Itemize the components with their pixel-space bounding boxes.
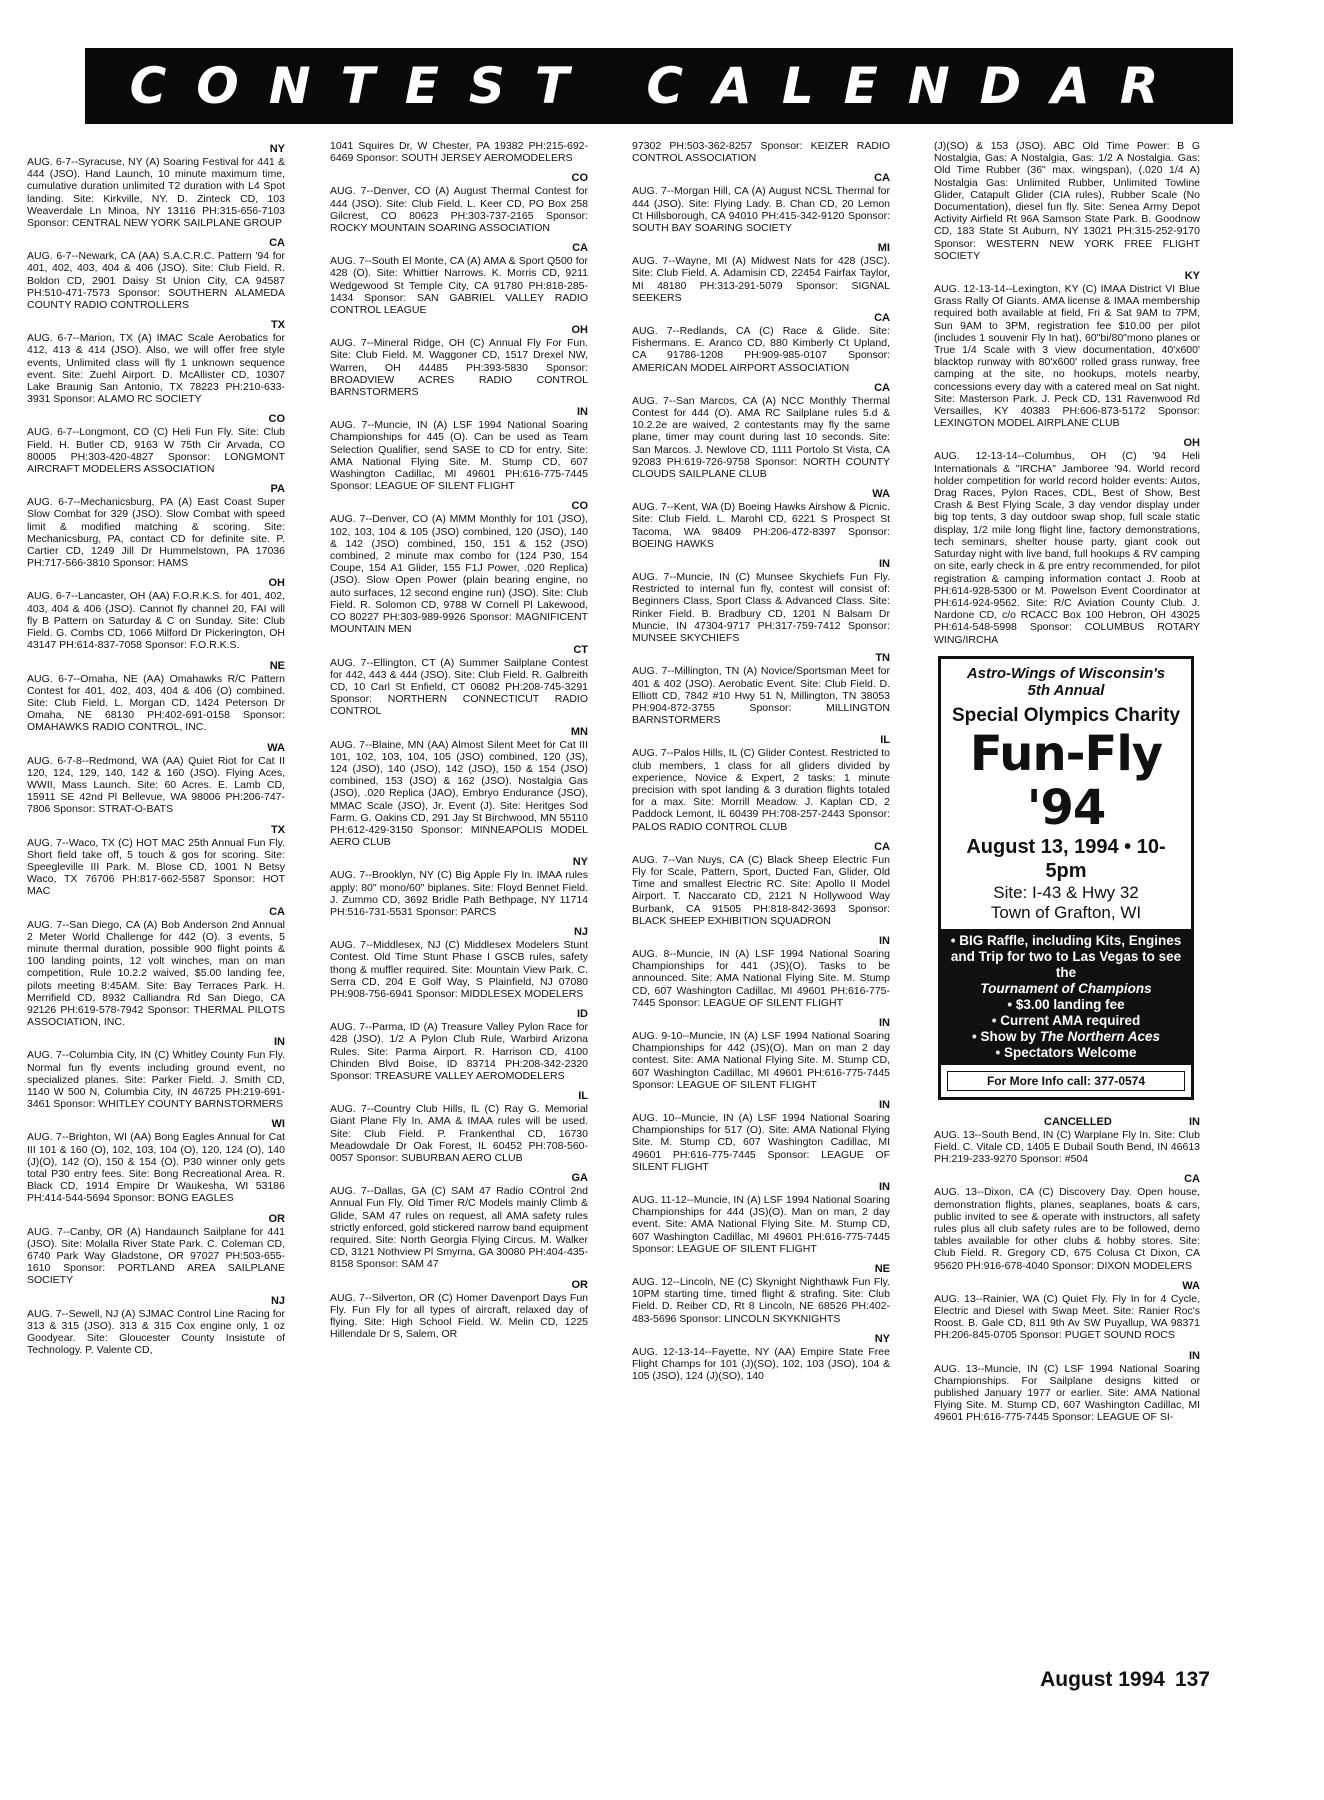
contest-entry: AUG. 6-7--Newark, CA (AA) S.A.C.R.C. Pattern '94 for 401, 402, 403, 404 & 406 (JSO). Site: Club Field. R. Boldon CD, 2901 Daisy St Union City, CA 94587 PH:510-471-7573 Sponsor: SOUTHERN ALAMEDA COUNTY RADIO CONTROLLERS bbox=[27, 250, 285, 312]
ad-spectators: • Spectators Welcome bbox=[995, 1044, 1137, 1060]
state-heading: NE bbox=[269, 659, 285, 672]
contest-entry: AUG. 7--Country Club Hills, IL (C) Ray G. Memorial Giant Plane Fly In. AMA & IMAA rules will be used. Site: Club Field. P. Frankenthal CD, 16730 Meadowdale Dr Oak Forest, IL 60452 PH:708-560-0057 Sponsor: SUBURBAN AERO CLUB bbox=[330, 1103, 588, 1164]
contest-entry: AUG. 7--Parma, ID (A) Treasure Valley Pylon Race for 428 (JSO). 1/2 A Pylon Club Rule, Warbird Arizona Rules. Site: Parma Airport. R. Harrison CD, 4100 Chinden Blvd Boise, ID 83714 PH:208-342-2320 Sponsor: TREASURE VALLEY AEROMODELERS bbox=[330, 1021, 588, 1082]
state-heading: CT bbox=[573, 643, 588, 656]
ad-show bbox=[947, 1029, 1185, 1045]
ad-annual-line: 5th Annual bbox=[1027, 681, 1105, 699]
contest-entry: AUG. 7--Brooklyn, NY (C) Big Apple Fly In. IMAA rules apply: 80" mono/60" biplanes. Site: Floyd Bennet Field. J. Zummo CD, 3692 Bridle Path Bethpage, NY 11714 PH:516-731-5531 Sponsor: PARCS bbox=[330, 869, 588, 918]
state-heading: NJ bbox=[270, 1294, 285, 1307]
state-heading bbox=[934, 1116, 1200, 1129]
page-footer bbox=[1040, 1668, 1210, 1692]
ad-tournament: Tournament of Champions bbox=[980, 980, 1152, 996]
state-heading: OH bbox=[571, 324, 588, 337]
state-code: IN bbox=[1189, 1115, 1200, 1128]
state-heading: CA bbox=[269, 905, 285, 918]
contest-entry: AUG. 6-7--Mechanicsburg, PA (A) East Coast Super Slow Combat for 329 (JSO). Slow Combat with speed limit & modified matching & scoring. Site: Mechanicsburg, PA, contact CD for definite site. P. Cartier CD, 1249 Jill Dr Hummelstown, PA 17036 PH:717-566-3810 Sponsor: HAMS bbox=[27, 496, 285, 570]
page-number: 137 bbox=[1174, 1668, 1210, 1691]
issue-date: August 1994 bbox=[1040, 1668, 1165, 1691]
contest-entry: AUG. 13--Rainier, WA (C) Quiet Fly. Fly In for 4 Cycle, Electric and Diesel with Swap Meet. Site: Ranier Roc's Roost. B. Gale CD, 811 9th Av SW Puyallup, WA 98371 PH:206-845-0705 Sponsor: PUGET SOUND ROCS bbox=[934, 1292, 1200, 1342]
contest-entry: AUG. 6-7--Marion, TX (A) IMAC Scale Aerobatics for 412, 413 & 414 (JSO). Also, we will offer free style events, Unlimited class will fly 1 unknown sequence event. Site: Zuehl Airport. D. McAllister CD, 10307 Lake Braunig San Antonio, TX 78223 PH:210-633-3931 Sponsor: ALAMO RC SOCIETY bbox=[27, 332, 285, 406]
contest-entry: AUG. 7--Middlesex, NJ (C) Middlesex Modelers Stunt Contest. Old Time Stunt Phase I GSCB rules, safety thong & muffler required. Site: Mountain View Park. C. Serra CD, 204 E Golf Way, S Plainfield, NJ 07080 PH:908-756-6941 Sponsor: MIDDLESEX MODELERS bbox=[330, 939, 588, 1000]
column-4 bbox=[934, 140, 1200, 1750]
state-heading: ID bbox=[577, 1008, 588, 1021]
state-heading: CA bbox=[874, 840, 890, 853]
page-title: CONTEST CALENDAR bbox=[129, 57, 1189, 115]
contest-entry: 97302 PH:503-362-8257 Sponsor: KEIZER RADIO CONTROL ASSOCIATION bbox=[632, 140, 890, 165]
ad-landing-fee: • $3.00 landing fee bbox=[1007, 996, 1125, 1012]
state-heading: IN bbox=[879, 934, 890, 947]
contest-entry: AUG. 12--Lincoln, NE (C) Skynight Nighthawk Fun Fly. 10PM starting time, timed flight & strafing. Site: Club Field. D. Reiber CD, Rt 8 Lincoln, NE 68526 PH:402-483-5696 Sponsor: LINCOLN SKYKNIGHTS bbox=[632, 1276, 890, 1325]
contest-entry: AUG. 7--Wayne, MI (A) Midwest Nats for 428 (JSC). Site: Club Field. A. Adamisin CD, 22454 Fairfax Taylor, MI 48180 PH:313-291-5079 Sponsor: SIGNAL SEEKERS bbox=[632, 255, 890, 304]
state-heading: IN bbox=[274, 1036, 285, 1049]
state-heading: NY bbox=[874, 1332, 890, 1345]
contest-entry: AUG. 7--Ellington, CT (A) Summer Sailplane Contest for 442, 443 & 444 (JSO). Site: Club Field. R. Galbreith CD, 10 Carl St Enfield, CT 06082 PH:208-745-3291 Sponsor: NORTHERN CONNECTICUT RADIO CONTROL bbox=[330, 656, 588, 718]
contest-entry: AUG. 7--Morgan Hill, CA (A) August NCSL Thermal for 444 (JSO). Site: Flying Lady. B. Chan CD, 20 Lemon Ct Hillsborough, CA 94010 PH:415-342-9120 Sponsor: SOUTH BAY SOARING SOCIETY bbox=[632, 185, 890, 235]
state-heading: CA bbox=[572, 242, 588, 255]
state-heading: NJ bbox=[573, 926, 588, 939]
fun-fly-advertisement bbox=[938, 656, 1194, 1100]
contest-entry: 1041 Squires Dr, W Chester, PA 19382 PH:215-692-6469 Sponsor: SOUTH JERSEY AEROMODELERS bbox=[330, 140, 588, 165]
contest-entry: AUG. 12-13-14--Columbus, OH (C) '94 Heli Internationals & "IRCHA" Jamboree '94. World record holder competition for world record holder events: Autos, Drag Races, Pylon Races, CDL, Best of Show, Best Crash & Best Flying Scale, 3 day vendor display under big top tents, 3 day outdoor swap shop, full scale static display, 1/2 mile long flight line, factory demonstrations, tech seminars, shelter house party, giant cook out Saturday night with live band, full hookups & RV camping on site, early check in & pre entry recommended, for pilot registration & camping information contact J. Roob at PH:614-928-5300 or M. Powelson Event Coordinator at PH:614-924-9562. Site: R/C Aviation County Club. J. Nardone CD, c/o RCACC Box 100 Hebron, OH 43025 PH:614-548-5998 Sponsor: COLUMBUS ROTARY WING/IRCHA bbox=[934, 450, 1200, 646]
contest-entry: AUG. 13--Dixon, CA (C) Discovery Day. Open house, demonstration flights, planes, seaplanes, boats & cars, public invited to see & operate with instructors, all safety rules plus all club safety rules are to be followed, demo tables available for other clubs & hobby stores. Site: Club Field. R. Gregory CD, 675 Colusa Ct Dixon, CA 95620 PH:916-678-4040 Sponsor: DIXON MODELERS bbox=[934, 1186, 1200, 1272]
state-heading: MI bbox=[877, 242, 890, 255]
state-heading: WA bbox=[267, 741, 285, 754]
contest-entry: AUG. 6-7--Syracuse, NY (A) Soaring Festival for 441 & 444 (JSO). Hand Launch, 10 minute maximum time, cumulative duration unlimited T2 duration with L4 Spot landing. Site: Kirkville, NY. D. Zinteck CD, 103 Weaverdale Ln Minoa, NY 13116 PH:315-656-7103 Sponsor: CENTRAL NEW YORK SAILPLANE GROUP bbox=[27, 156, 285, 230]
state-heading: PA bbox=[270, 483, 285, 496]
state-heading: OH bbox=[268, 577, 285, 590]
state-heading: IN bbox=[1189, 1349, 1200, 1362]
state-heading: IN bbox=[879, 1098, 890, 1111]
ad-info-line: For More Info call: 377-0574 bbox=[947, 1071, 1185, 1091]
state-heading: KY bbox=[1184, 270, 1200, 283]
contest-entry: AUG. 9-10--Muncie, IN (A) LSF 1994 National Soaring Championships for 442 (JS)(O). Man on man 2 day contest. Site: AMA National Flying Site. M. Stump CD, 607 Washington Cadillac, MI 49601 PH:616-775-7445 Sponsor: LEAGUE OF SILENT FLIGHT bbox=[632, 1029, 890, 1091]
ad-site-line-1: Site: I-43 & Hwy 32 bbox=[993, 882, 1139, 902]
state-heading: CO bbox=[571, 172, 588, 185]
ad-event-name: Special Olympics Charity bbox=[951, 704, 1181, 726]
state-heading: WI bbox=[271, 1118, 285, 1131]
contest-entry: AUG. 7--Denver, CO (A) August Thermal Contest for 444 (JSO). Site: Club Field. L. Keer CD, PO Box 258 Gilcrest, CO 80623 PH:303-737-2165 Sponsor: ROCKY MOUNTAIN SOARING ASSOCIATION bbox=[330, 185, 588, 235]
state-heading: OR bbox=[571, 1278, 588, 1291]
state-heading: IL bbox=[578, 1090, 588, 1103]
contest-entry: AUG. 7--Sewell, NJ (A) SJMAC Control Line Racing for 313 & 315 (JSO). 313 & 315 Cox engine only, 1 oz Goodyear. Site: Gloucester County Insistute of Technology. P. Valente CD, bbox=[27, 1307, 285, 1357]
state-heading: GA bbox=[571, 1172, 588, 1185]
contest-entry: AUG. 6-7--Omaha, NE (AA) Omahawks R/C Pattern Contest for 401, 402, 403, 404 & 406 (O) combined. Site: Club Field. L. Morgan CD, 1424 Peterson Dr Omaha, NE 68130 PH:402-691-0158 Sponsor: OMAHAWKS RADIO CONTROL, INC. bbox=[27, 672, 285, 734]
state-heading: NY bbox=[572, 856, 588, 869]
contest-entry: AUG. 7--Waco, TX (C) HOT MAC 25th Annual Fun Fly. Short field take off, 5 touch & gos for scoring. Site: Speegleville III Park. M. Blose CD, 1001 N Betsy Waco, TX 76706 PH:817-662-5587 Sponsor: HOT MAC bbox=[27, 836, 285, 898]
state-heading: TX bbox=[270, 823, 285, 836]
contest-entry: AUG. 7--Muncie, IN (A) LSF 1994 National Soaring Championships for 445 (O). Can be used as Team Selection Qualifier, send SASE to CD for entry. Site: AMA National Flying Site. M. Stump CD, 607 Washington Cadillac, MI 49601 PH:616-775-7445 Sponsor: LEAGUE OF SILENT FLIGHT bbox=[330, 419, 588, 493]
state-heading: IL bbox=[880, 734, 890, 747]
state-heading: MN bbox=[570, 725, 588, 738]
contest-entry: AUG. 7--Palos Hills, IL (C) Glider Contest. Restricted to club members, 1 class for all gliders divided by experience, Novice & Expert, 2 tasks: 1 minute precision with spot landing & 3 duration flights totaled for a max. Site: Morrill Meadow. J. Kaplan CD, 2 Paddock Lemont, IL 60439 PH:708-257-2443 Sponsor: PALOS RADIO CONTROL CLUB bbox=[632, 747, 890, 833]
contest-entry: AUG. 7--Canby, OR (A) Handaunch Sailplane for 441 (JSO). Site: Molalla River State Park. C. Coleman CD, 6740 Park Way Gladstone, OR 97027 PH:503-655-1610 Sponsor: PORTLAND AREA SAILPLANE SOCIETY bbox=[27, 1225, 285, 1287]
contest-entry: AUG. 7--Dallas, GA (C) SAM 47 Radio COntrol 2nd Annual Fun Fly. Old Timer R/C Models mainly Climb & Glide, SAM 47 rules on request, all AMA safety rules strictly enforced, gold stickered narrow band equipment required. Site: North Georgia Flying Circus. M. Walker CD, 3121 Nothview Pl Smyrna, GA 30080 PH:404-435-8158 Sponsor: SAM 47 bbox=[330, 1185, 588, 1271]
contest-entry: AUG. 7--Mineral Ridge, OH (C) Annual Fly For Fun. Site: Club Field. M. Waggoner CD, 1517 Drexel NW, Warren, OH 44485 PH:393-5830 Sponsor: BROADVIEW ACRES RADIO CONTROL BARNSTORMERS bbox=[330, 337, 588, 399]
contest-entry: AUG. 7--Denver, CO (A) MMM Monthly for 101 (JSO), 102, 103, 104 & 105 (JSO) combined, 120 (JSO), 140 & 142 (JSO) combined, 150, 151 & 152 (JSO) combined, 2 minute max combo for (124 P30, 154 Coupe, 154 A1 Glider, 155 F1J Power, .020 Replica) (JSO). Slow Open Power (plain bearing engine, no auto surfaces, 12 second engine run) (JSO). Site: Club Field. R. Solomon CD, 9788 W Cornell Pl Lakewood, CO 80227 PH:303-989-9926 Sponsor: MAGNIFICENT MOUNTAIN MEN bbox=[330, 513, 588, 636]
ad-sponsor-line: Astro-Wings of Wisconsin's bbox=[966, 664, 1166, 682]
ad-site-line-2: Town of Grafton, WI bbox=[990, 902, 1142, 922]
state-heading: WA bbox=[872, 488, 890, 501]
ad-features-box bbox=[941, 929, 1191, 1065]
ad-show-prefix: • Show by bbox=[971, 1028, 1040, 1044]
contest-entry: AUG. 7--Redlands, CA (C) Race & Glide. Site: Fishermans. E. Aranco CD, 880 Kimberly Ct Upland, CA 91786-1208 PH:909-985-0107 Sponsor: AMERICAN MODEL AIRPORT ASSOCIATION bbox=[632, 325, 890, 374]
contest-entry: AUG. 7--Kent, WA (D) Boeing Hawks Airshow & Picnic. Site: Club Field. L. Marohl CD, 6221 S Prospect St Tacoma, WA 98409 PH:206-472-8397 Sponsor: BOEING HAWKS bbox=[632, 501, 890, 550]
state-heading: CA bbox=[1184, 1173, 1200, 1186]
state-heading: OH bbox=[1183, 437, 1200, 450]
state-heading: CA bbox=[874, 312, 890, 325]
ad-headline: Fun-Fly '94 bbox=[969, 725, 1163, 836]
state-heading: IN bbox=[879, 1181, 890, 1193]
contest-entry: AUG. 7--Muncie, IN (C) Munsee Skychiefs Fun Fly. Restricted to internal fun fly, contest will consist of: Beginners Class, Sport Class & Advanced Class. Site: Rinker Field. B. Bradbury CD, 1201 N Balsam Dr Muncie, IN 47304-9717 PH:317-759-7412 Sponsor: MUNSEE SKYCHIEFS bbox=[632, 571, 890, 645]
state-heading: NY bbox=[269, 143, 285, 155]
contest-entry: AUG. 13--South Bend, IN (C) Warplane Fly In. Site: Club Field. C. Vitale CD, 1405 E Dubail South Bend, IN 46613 PH:219-233-9270 Sponsor: #504 bbox=[934, 1128, 1200, 1166]
contest-entry: AUG. 7--South El Monte, CA (A) AMA & Sport Q500 for 428 (O). Site: Whittier Narrows. K. Morris CD, 9211 Wedgewood St Temple City, CA 91780 PH:818-285-1434 Sponsor: SAN GABRIEL VALLEY RADIO CONTROL LEAGUE bbox=[330, 255, 588, 317]
column-4-lower bbox=[934, 1116, 1200, 1424]
ad-raffle: • BIG Raffle, including Kits, Engines and Trip for two to Las Vegas to see the bbox=[950, 932, 1182, 980]
cancelled-label: CANCELLED bbox=[1044, 1115, 1112, 1128]
contest-entry: AUG. 10--Muncie, IN (A) LSF 1994 National Soaring Championships for 517 (O). Site: AMA National Flying Site. M. Stump CD, 607 Washington Cadillac, MI 49601 PH:616-775-7445 Sponsor: LEAGUE OF SILENT FLIGHT bbox=[632, 1111, 890, 1173]
state-heading: IN bbox=[879, 1016, 890, 1029]
state-heading: OR bbox=[268, 1212, 285, 1225]
state-heading: NE bbox=[874, 1263, 890, 1276]
contest-entry: AUG. 7--Brighton, WI (AA) Bong Eagles Annual for Cat III 101 & 160 (O), 102, 103, 104 (O), 120, 124 (O), 140 (J)(O), 142 (O), 150 & 154 (O). P30 winner only gets total P30 entry fees. Site: Bong Recreational Area. R. Black CD, 1914 Empire Dr Waukesha, WI 53186 PH:414-544-5694 Sponsor: BONG EAGLES bbox=[27, 1131, 285, 1205]
contest-entry: AUG. 7--Millington, TN (A) Novice/Sportsman Meet for 401 & 402 (JSO). Aerobatic Event. Site: Club Field. D. Elliott CD, 7842 #10 Hwy 51 N, Millington, TN 38053 PH:904-872-3755 Sponsor: MILLINGTON BARNSTORMERS bbox=[632, 665, 890, 727]
contest-entry: AUG. 12-13-14--Fayette, NY (AA) Empire State Free Flight Champs for 101 (J)(SO), 102, 103 (JSO), 104 & 105 (JSO), 124 (J)(SO), 140 bbox=[632, 1345, 890, 1383]
contest-entry: AUG. 12-13-14--Lexington, KY (C) IMAA District VI Blue Grass Rally Of Giants. AMA license & IMAA membership required both available at field, Fri & Sat 9AM to 7PM, Sun 9AM to 3PM, registration fee $10.00 per pilot (includes 1 souvenir Fly In hat), 60"bi/80"mono planes or True 1/4 Scale with 3 view documentation, 40'x600' blacktop runway with 80'x600' rolled grass runway, free camping at the site, no hookups, motels nearby, concessions every day with a catered meal on Sat night. Site: Masterson Park. J. Peck CD, 131 Ravenwood Rd Versailles, KY 40383 PH:606-873-5172 Sponsor: LEXINGTON MODEL AIRPLANE CLUB bbox=[934, 283, 1200, 430]
state-heading: CA bbox=[874, 381, 890, 394]
contest-entry: AUG. 7--Blaine, MN (AA) Almost Silent Meet for Cat III 101, 102, 103, 104, 105 (JSO) combined, 120 (JS), 124 (JSO), 140 (JSO), 142 (JSO), 150 & 154 (JSO) combined, 153 (JSO) & 162 (JSO). Nostalgia Gas (JSO), .020 Replica (JAO), Embryo Endurance (JSO), MMAC Scale (JSO), Jr. Event (J). Site: Heritges Sod Farm. G. Oakins CD, 291 Jay St Birchwood, MN 55110 PH:612-429-3150 Sponsor: MINNEAPOLIS MODEL AERO CLUB bbox=[330, 738, 588, 849]
contest-entry: AUG. 6-7--Longmont, CO (C) Heli Fun Fly. Site: Club Field. H. Butler CD, 9163 W 75th Cir Arvada, CO 80005 PH:303-420-4827 Sponsor: LONGMONT AIRCRAFT MODELERS ASSOCIATION bbox=[27, 426, 285, 476]
contest-entry: AUG. 7--San Diego, CA (A) Bob Anderson 2nd Annual 2 Meter World Challenge for 442 (O). 3 events, 5 minute thermal duration, possible 900 flight points & 100 landing points, 12 volt winches, man on man competition, Rule 10.2.2 waived, $5.00 landing fee, pilots meeting 8:45AM. Site: Bay Terraces Park. H. Merrifield CD, 8932 Calliandra Rd San Diego, CA 92126 PH:619-578-7942 Sponsor: THERMAL PILOTS ASSOCIATION, INC. bbox=[27, 918, 285, 1029]
state-heading: CA bbox=[269, 237, 285, 250]
contest-entry: (J)(SO) & 153 (JSO). ABC Old Time Power: B G Nostalgia, Gas: A Nostalgia, Gas: 1/2 A Nostalgia. Gas: Old Time Rubber (36" max. wingspan), (.020 1/4 A) Nostalgia Gas: Unlimited Rubber, Unlimited Towline Glider, Catapult Glider (CIA rules), Rubber Scale (No Documentation), diesel fun fly. Site: Senea Army Depot Activity Airfield Rt 96A Samson State Park. B. Goodnow CD, 183 State St Auburn, NY 13021 PH:315-252-9170 Sponsor: WESTERN NEW YORK FREE FLIGHT SOCIETY bbox=[934, 140, 1200, 262]
state-heading: CO bbox=[268, 413, 285, 426]
contest-entry: AUG. 7--Silverton, OR (C) Homer Davenport Days Fun Fly. Fun Fly for all types of aircraft, relaxed day of flying. Site: High School Field. W. Melin CD, 1225 Hillendale Dr S, Salem, OR bbox=[330, 1291, 588, 1341]
ad-show-name: The Northern Aces bbox=[1039, 1028, 1160, 1044]
contest-entry: AUG. 13--Muncie, IN (C) LSF 1994 National Soaring Championships. For Sailplane designs kitted or published January 1977 or earlier. Site: AMA National Flying Site. M. Stump CD, 607 Washington Cadillac, MI 49601 PH:616-775-7445 Sponsor: LEAGUE OF SI- bbox=[934, 1362, 1200, 1424]
state-heading: CA bbox=[874, 172, 890, 185]
state-heading: TX bbox=[270, 319, 285, 332]
contest-entry: AUG. 6-7--Lancaster, OH (AA) F.O.R.K.S. for 401, 402, 403, 404 & 406 (JSO). Cannot fly channel 20, FAI will fly B Pattern on Saturday & C on Sunday. Site: Club Field. G. Combs CD, 1066 Milford Dr Pickerington, OH 43147 PH:614-837-7058 Sponsor: F.O.R.K.S. bbox=[27, 590, 285, 652]
contest-entry: AUG. 7--Van Nuys, CA (C) Black Sheep Electric Fun Fly for Scale, Pattern, Sport, Ducted Fan, Glider, Old Time and smallest Electric RC. Site: Apollo II Model Airport. T. Naccarato CD, 2121 N Hollywood Way Burbank, CA 91505 PH:818-842-3693 Sponsor: BLACK SHEEP EXHIBITION SQUADRON bbox=[632, 853, 890, 927]
state-heading: CO bbox=[571, 500, 588, 513]
state-heading: IN bbox=[577, 406, 588, 419]
contest-entry: AUG. 8--Muncie, IN (A) LSF 1994 National Soaring Championships for 441 (JS)(O). Tasks to be announced. Site: AMA National Flying Site. M. Stump CD, 607 Washington Cadillac, MI 49601 PH:616-775-7445 Sponsor: LEAGUE OF SILENT FLIGHT bbox=[632, 947, 890, 1009]
column-3 bbox=[632, 140, 890, 1750]
column-2 bbox=[330, 140, 588, 1750]
ad-date: August 13, 1994 • 10-5pm bbox=[966, 835, 1166, 882]
state-heading: TN bbox=[875, 652, 890, 665]
ad-ama-required: • Current AMA required bbox=[991, 1012, 1141, 1028]
contest-entry: AUG. 7--San Marcos, CA (A) NCC Monthly Thermal Contest for 444 (O). AMA RC Sailplane rules 5.d & 10.2.2e are waived, 2 contestants may fly the same plane, timer may count during last 10 seconds. Site: San Marcos. J. Newlove CD, 1111 Portolo St Vista, CA 92083 PH:619-726-9758 Sponsor: NORTH COUNTY CLOUDS SAILPLANE CLUB bbox=[632, 394, 890, 481]
contest-entry: AUG. 6-7-8--Redmond, WA (AA) Quiet Riot for Cat II 120, 124, 129, 140, 142 & 160 (JSO). Flying Aces, WWII, Mass Launch. Site: 60 Acres. E. Lamb CD, 15911 SE 42nd Pl Bellevue, WA 98006 PH:206-747-7806 Sponsor: STRAT-O-BATS bbox=[27, 754, 285, 816]
state-heading: IN bbox=[879, 558, 890, 571]
column-4-upper bbox=[934, 140, 1200, 646]
contest-entry: AUG. 7--Columbia City, IN (C) Whitley County Fun Fly. Normal fun fly events including ground event, no specialized planes. Site: Parker Field. J. Smith CD, 1140 W 500 N, Columbia City, IN 46725 PH:219-691-3461 Sponsor: WHITLEY COUNTY BARNSTORMERS bbox=[27, 1049, 285, 1111]
contest-entry: AUG. 11-12--Muncie, IN (A) LSF 1994 National Soaring Championships for 444 (JS)(O). Man on man, 2 day event. Site: AMA National Flying Site. M. Stump CD, 607 Washington Cadillac, MI 49601 PH:616-775-7445 Sponsor: LEAGUE OF SILENT FLIGHT bbox=[632, 1194, 890, 1255]
header-banner bbox=[85, 48, 1233, 124]
state-heading: WA bbox=[1182, 1279, 1200, 1292]
column-1 bbox=[27, 140, 285, 1750]
